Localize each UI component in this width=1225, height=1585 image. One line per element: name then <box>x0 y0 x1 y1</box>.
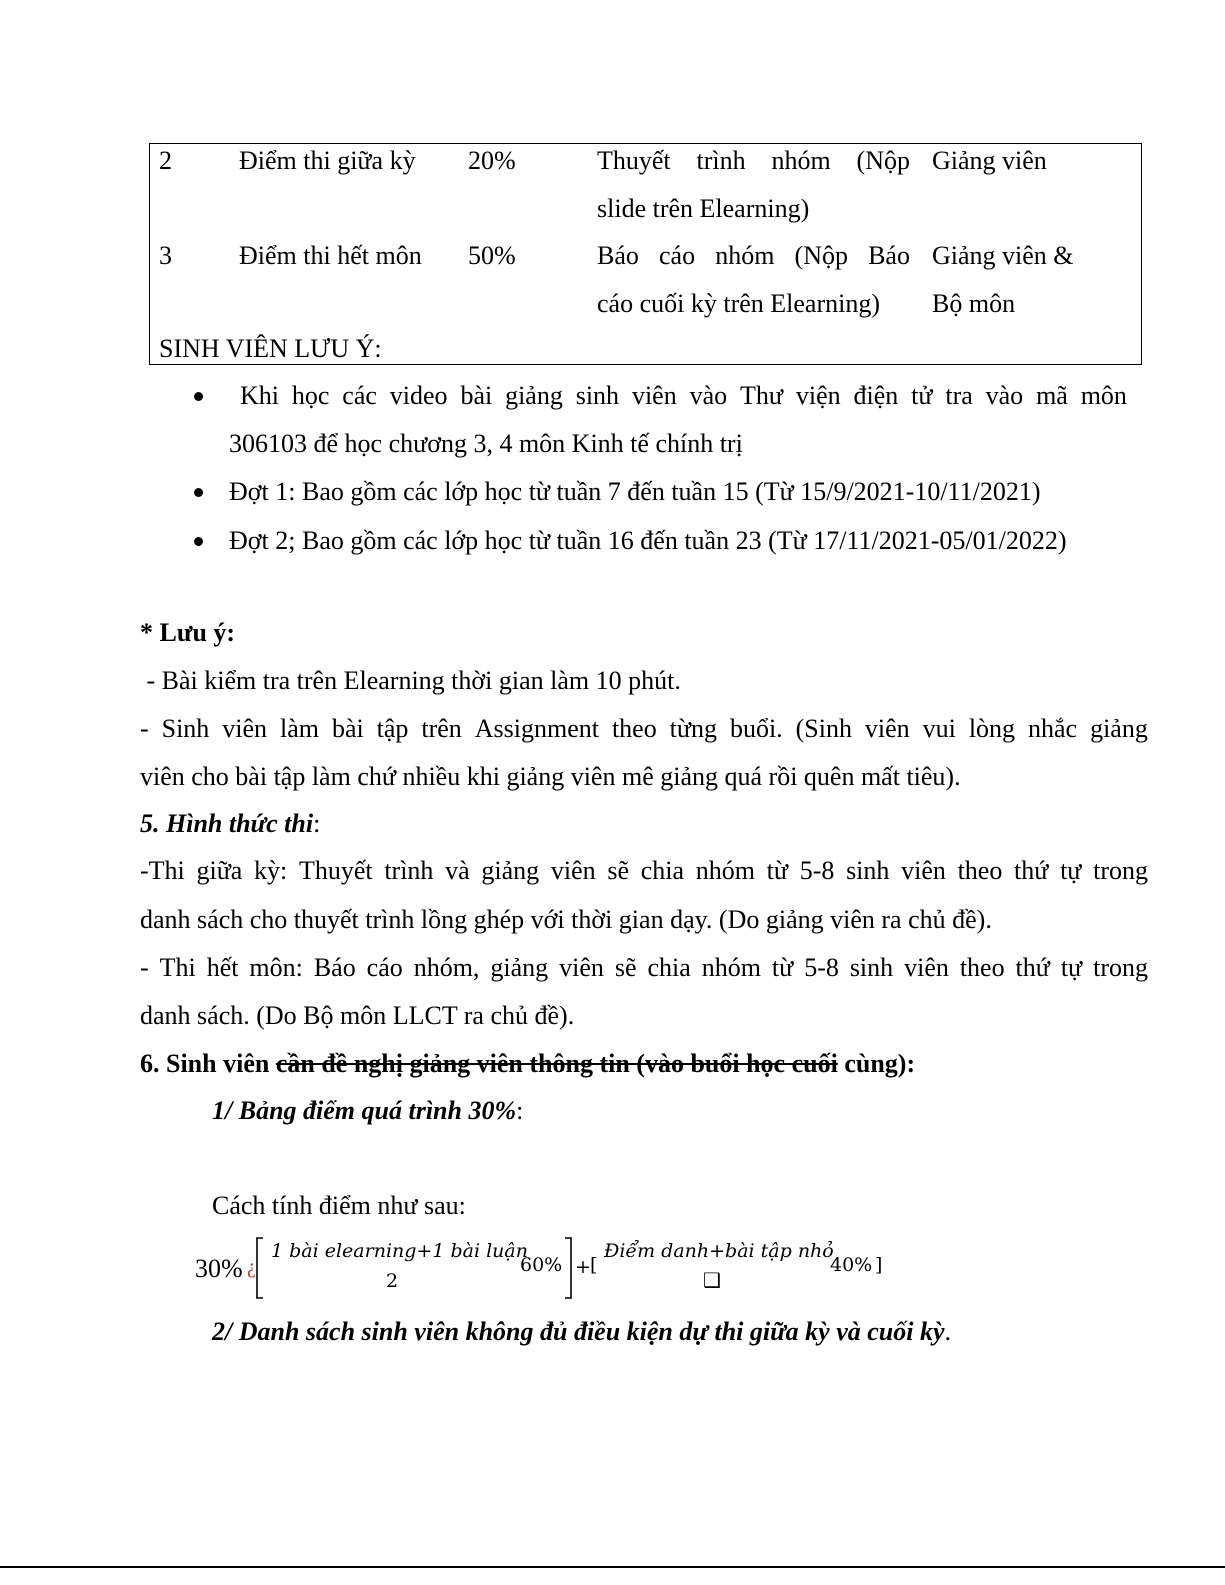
word: Báo <box>597 241 639 270</box>
word: theo <box>957 856 1003 885</box>
left-bracket-icon <box>253 1236 265 1300</box>
word: sẽ <box>607 856 629 885</box>
word: nhóm, <box>413 953 480 982</box>
row-form-line1 <box>597 146 910 176</box>
word: (Sinh <box>795 714 852 743</box>
note-label: SINH VIÊN LƯU Ý: <box>159 334 382 363</box>
formula-denominator-a: 2 <box>386 1270 399 1292</box>
word: từ <box>766 856 788 885</box>
word: 5-8 <box>804 953 839 982</box>
formula-right-bracket-small: ] <box>875 1254 883 1276</box>
word: viên <box>631 381 677 410</box>
midterm-line-2: danh sách cho thuyết trình lồng ghép với thời gian dạy. (Do giảng viên ra chủ đề). <box>140 905 992 934</box>
word: cáo <box>366 953 403 982</box>
word: sinh <box>849 953 894 982</box>
word: (Nộp <box>794 241 848 270</box>
section-5-heading-colon: : <box>313 809 321 838</box>
word: - <box>140 953 149 982</box>
note-heading: * Lưu ý: <box>140 618 236 647</box>
word: viện <box>795 381 841 410</box>
word: tra <box>945 381 973 410</box>
word: từng <box>669 714 717 743</box>
row-name: Điểm thi giữa kỳ <box>239 146 416 175</box>
row-grader: Giảng viên <box>932 146 1047 175</box>
subsection-2 <box>212 1316 951 1348</box>
word: - <box>140 714 149 743</box>
word: nhóm <box>771 146 831 175</box>
word: trình <box>384 856 434 885</box>
midterm-line-1 <box>140 855 1148 887</box>
row-number: 3 <box>159 241 172 270</box>
section-6-heading-end: cùng): <box>837 1049 916 1078</box>
word: Thuyết <box>597 146 671 175</box>
word: Khi <box>240 381 279 410</box>
row-weight: 50% <box>468 241 516 270</box>
word: tập <box>376 714 409 743</box>
word: vào <box>985 381 1024 410</box>
word: video <box>389 381 448 410</box>
word: điện <box>853 381 899 410</box>
word: theo <box>611 714 657 743</box>
row-grader: Giảng viên & <box>932 241 1074 270</box>
word: giảng <box>1090 714 1148 743</box>
page-bottom-rule <box>0 1566 1225 1568</box>
word: tử <box>911 381 933 410</box>
word: sinh <box>846 856 890 885</box>
bullet-item-3: Đợt 2; Bao gồm các lớp học từ tuần 16 đến tuần 23 (Từ 17/11/2021-05/01/2022) <box>229 526 1067 555</box>
row-form-line2: cáo cuối kỳ trên Elearning) <box>597 289 880 318</box>
word: cáo <box>659 241 696 270</box>
score-formula <box>195 1234 895 1302</box>
word: từ <box>771 953 794 982</box>
word: theo <box>959 953 1005 982</box>
section-6-heading-start: 6. Sinh viên <box>140 1049 276 1078</box>
subsection-1 <box>212 1095 523 1127</box>
bullet-item-2: Đợt 1: Bao gồm các lớp học từ tuần 7 đến tuần 15 (Từ 15/9/2021-10/11/2021) <box>229 477 1041 506</box>
bullet-dot <box>194 537 203 546</box>
word: nhóm <box>715 241 775 270</box>
word: trình <box>696 146 746 175</box>
word: tự <box>1060 953 1083 982</box>
word: làm <box>279 714 319 743</box>
row-form-line2: slide trên Elearning) <box>597 194 810 223</box>
word: 5-8 <box>799 856 835 885</box>
subsection-2-title: 2/ Danh sách sinh viên không đủ điều kiện dự thi giữa kỳ và cuối kỳ <box>212 1317 945 1346</box>
word: giữa <box>196 856 243 885</box>
row-form-line1 <box>597 241 910 271</box>
word: trên <box>421 714 462 743</box>
word: mã <box>1036 381 1068 410</box>
section-5-heading-text: 5. Hình thức thi <box>140 809 314 838</box>
word: buổi. <box>729 714 783 743</box>
row-name: Điểm thi hết môn <box>239 241 422 270</box>
word: nhóm <box>695 856 755 885</box>
word: trong <box>1093 856 1148 885</box>
note-line-1: - Bài kiểm tra trên Elearning thời gian làm 10 phút. <box>140 666 681 695</box>
subsection-2-period: . <box>944 1317 952 1346</box>
word: (Nộp <box>856 146 910 175</box>
row-number: 2 <box>159 146 172 175</box>
calc-label: Cách tính điểm như sau: <box>212 1191 466 1220</box>
word: vào <box>689 381 728 410</box>
word: trong <box>1093 953 1148 982</box>
word: bài <box>460 381 493 410</box>
formula-prefix: 30% <box>195 1254 243 1283</box>
bullet-dot <box>194 488 203 497</box>
word: Thi <box>159 953 196 982</box>
bullet-item-1-line1 <box>240 380 1127 412</box>
grading-table <box>149 143 1142 365</box>
row-grader-line2: Bộ môn <box>932 289 1016 318</box>
word: Báo <box>868 241 910 270</box>
word: giảng <box>505 381 563 410</box>
word: bài <box>331 714 364 743</box>
word: lòng <box>968 714 1016 743</box>
formula-placeholder-box: ❑ <box>703 1268 721 1292</box>
word: viên <box>222 714 268 743</box>
word: môn <box>1080 381 1127 410</box>
word: môn: <box>249 953 303 982</box>
word: viên <box>904 953 949 982</box>
word: Sinh <box>161 714 210 743</box>
word: và <box>445 856 470 885</box>
word: học <box>291 381 330 410</box>
word: Báo <box>313 953 356 982</box>
subsection-1-title: 1/ Bảng điểm quá trình 30% <box>212 1096 517 1125</box>
word: chia <box>640 856 685 885</box>
bullet-item-1-line2: 306103 để học chương 3, 4 môn Kinh tế chính trị <box>229 429 743 458</box>
word: viên <box>864 714 910 743</box>
row-weight: 20% <box>468 146 516 175</box>
formula-plus: + <box>575 1256 591 1278</box>
subsection-1-colon: : <box>516 1096 524 1125</box>
word: giảng <box>490 953 549 982</box>
word: nhóm <box>701 953 761 982</box>
word: thứ <box>1014 856 1049 885</box>
word: Thư <box>740 381 783 410</box>
section-6-heading <box>140 1048 915 1080</box>
formula-numerator-a: 1 bài elearning+1 bài luận <box>271 1240 528 1262</box>
note-line-2 <box>140 713 1148 745</box>
bullet-dot <box>194 392 203 401</box>
final-line-2: danh sách. (Do Bộ môn LLCT ra chủ đề). <box>140 1001 575 1030</box>
word: các <box>342 381 377 410</box>
word: vui <box>922 714 956 743</box>
formula-question-mark: ¿ <box>247 1256 256 1278</box>
word: thứ <box>1015 953 1050 982</box>
section-5-heading <box>140 808 320 840</box>
word: chia <box>647 953 691 982</box>
word: kỳ: <box>254 856 288 885</box>
word: giảng <box>481 856 540 885</box>
word: hết <box>206 953 239 982</box>
note-line-3: viên cho bài tập làm chứ nhiều khi giảng viên mê giảng quá rồi quên mất tiêu). <box>140 762 961 791</box>
word: -Thi <box>140 856 185 885</box>
right-bracket-icon <box>563 1236 575 1300</box>
word: sinh <box>575 381 620 410</box>
word: tự <box>1060 856 1082 885</box>
word: sẽ <box>614 953 637 982</box>
formula-weight-b: 40% <box>830 1254 873 1276</box>
word: Assignment <box>474 714 599 743</box>
word: Thuyết <box>298 856 373 885</box>
final-line-1 <box>140 952 1148 984</box>
word: viên <box>550 856 596 885</box>
formula-weight-a: 60% <box>520 1254 563 1276</box>
section-6-heading-struck: cần đề nghị giảng viên thông tin (vào buổi học cuối <box>275 1049 838 1078</box>
word: nhắc <box>1028 714 1078 743</box>
word: viên <box>559 953 604 982</box>
word: viên <box>901 856 946 885</box>
formula-left-bracket-small: [ <box>590 1254 598 1276</box>
formula-numerator-b: Điểm danh+bài tập nhỏ <box>604 1240 834 1262</box>
